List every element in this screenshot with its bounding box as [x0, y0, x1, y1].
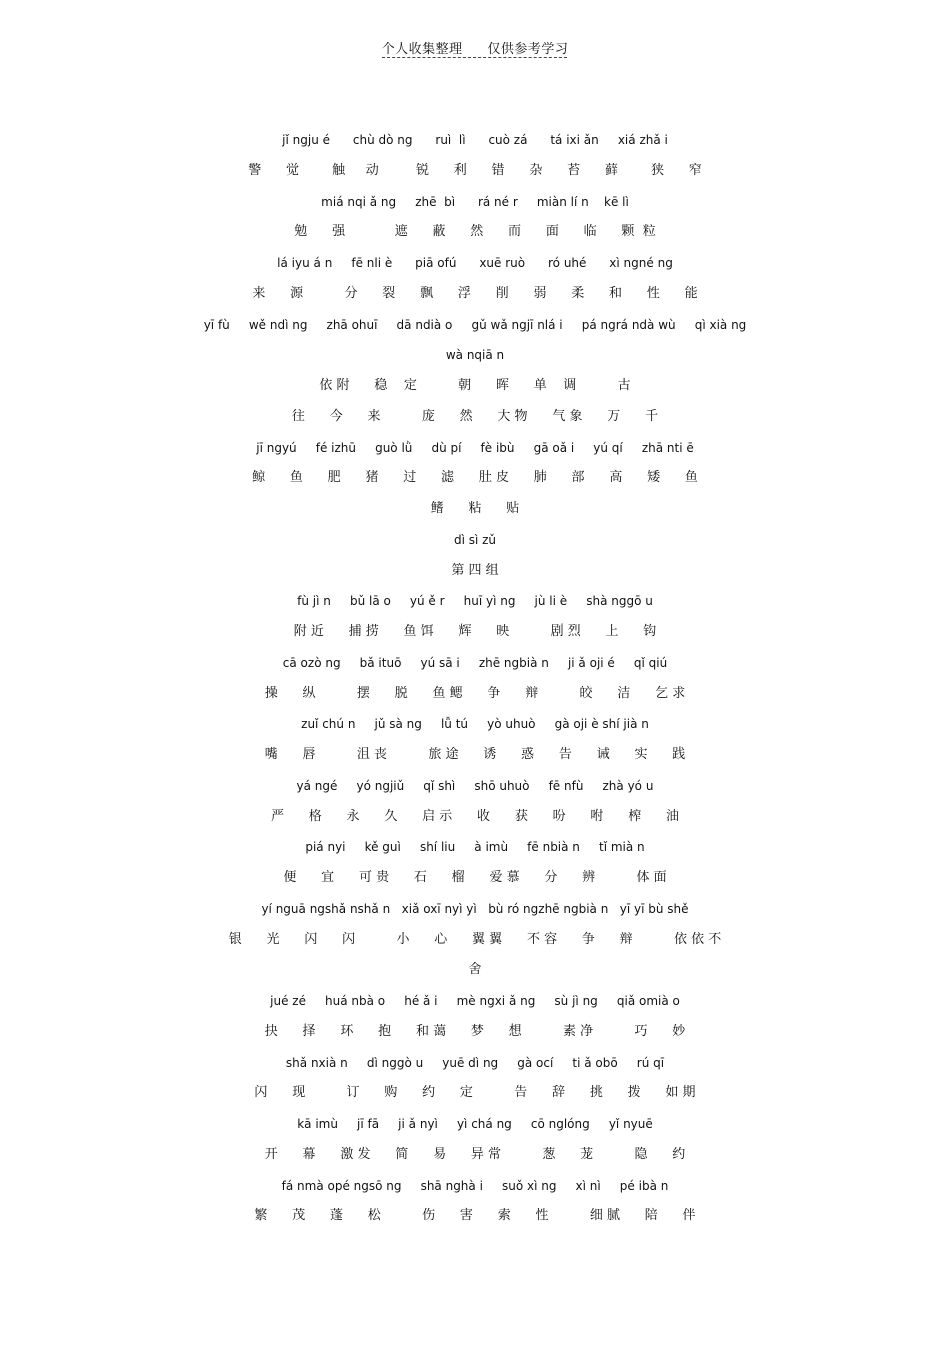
hanzi-line: 繁 茂 蓬 松 伤 害 索 性 细 腻 陪 伴	[254, 1208, 696, 1224]
pinyin-line: jī ngyú fé izhū guò lǜ dù pí fè ibù gā oǎ i yú qí zhā nti ē	[256, 440, 694, 455]
header-right-text: 仅供参考学习	[487, 42, 569, 57]
pinyin-line: zuǐ chú n jǔ sà ng lǚ tú yò uhuò gà oji è shí jià n	[301, 717, 649, 732]
pinyin-line: fù jì n bǔ lā o yú ě r huī yì ng jù li è shà nggō u	[297, 594, 653, 609]
hanzi-line: 附 近 捕 捞 鱼 饵 辉 映 剧 烈 上 钩	[293, 624, 657, 639]
vocabulary-list	[0, 125, 950, 1232]
hanzi-line: 往 今 来 庞 然 大 物 气 象 万 千	[291, 408, 659, 424]
pinyin-line: jǐ ngju é chù dò ng ruì lì cuò zá tá ixi ǎn xiá zhǎ i	[282, 133, 668, 147]
hanzi-line: 勉 强 遮 蔽 然 而 面 临 颗 粒	[294, 224, 656, 240]
group-heading-pinyin: dì sì zǔ	[453, 532, 497, 547]
hanzi-line: 闪 现 订 购 约 定 告 辞 挑 拨 如 期	[254, 1085, 696, 1101]
hanzi-line: 警 觉 触 动 锐 利 错 杂 苔 藓 狭 窄	[248, 162, 702, 178]
pinyin-line: fá nmà opé ngsō ng shā nghà i suǒ xì ng xì nì pé ibà n	[281, 1178, 669, 1193]
pinyin-line: wà nqiā n	[445, 348, 505, 363]
pinyin-line: miá nqi ǎ ng zhē bì rá né r miàn lí n kē lì	[321, 194, 629, 209]
hanzi-line: 严 格 永 久 启 示 收 获 吩 咐 榨 油	[270, 808, 680, 824]
pinyin-line: shǎ nxià n dì nggò u yuē dì ng gà ocí ti ǎ obō rú qī	[285, 1055, 665, 1070]
group-heading: 第 四 组	[451, 562, 499, 578]
hanzi-line: 便 宜 可 贵 石 榴 爱 慕 分 辨 体 面	[283, 870, 667, 885]
hanzi-line: 开 幕 激 发 简 易 异 常 葱 茏 隐 约	[264, 1146, 686, 1162]
hanzi-line: 银 光 闪 闪 小 心 翼 翼 不 容 争 辩 依 依 不	[228, 931, 722, 947]
header-left-text: 个人收集整理	[381, 42, 463, 57]
pinyin-line: lá iyu á n fē nli è piā ofú xuē ruò ró uhé xì ngné ng	[277, 256, 673, 270]
pinyin-line: yí nguā ngshǎ nshǎ n xiǎ oxī nyì yì bù ró ngzhē ngbià n yī yī bù shě	[261, 901, 689, 916]
pinyin-line: kā imù jī fā ji ǎ nyì yì chá ng cō nglóng yǐ nyuē	[297, 1117, 653, 1131]
hanzi-line: 来 源 分 裂 飘 浮 削 弱 柔 和 性 能	[252, 285, 698, 301]
page-header	[0, 38, 950, 57]
pinyin-line: yī fù wě ndì ng zhā ohuī dā ndià o gǔ wǎ ngjī nlá i pá ngrá ndà wù qì xià ng	[203, 317, 747, 332]
hanzi-line: 操 纵 摆 脱 鱼 鳃 争 辩 皎 洁 乞 求	[264, 685, 686, 701]
header-underline	[382, 57, 567, 58]
pinyin-line: cā ozò ng bǎ ituō yú sā i zhē ngbià n ji ǎ oji é qǐ qiú	[282, 655, 668, 670]
pinyin-line: jué zé huá nbà o hé ǎ i mè ngxi ǎ ng sù jì ng qiǎ omià o	[270, 994, 680, 1008]
hanzi-line: 鲸 鱼 肥 猪 过 滤 肚 皮 肺 部 高 矮 鱼	[252, 470, 698, 486]
hanzi-line: 嘴 唇 沮 丧 旅 途 诱 惑 告 诫 实 践	[264, 747, 686, 762]
hanzi-line: 依 附 稳 定 朝 晖 单 调 古	[319, 378, 631, 393]
hanzi-line: 鳍 粘 贴	[430, 501, 520, 516]
pinyin-line: piá nyi kě guì shí liu à imù fē nbià n tǐ mià n	[305, 840, 645, 855]
hanzi-line: 抉 择 环 抱 和 蔼 梦 想 素 净 巧 妙	[264, 1023, 686, 1039]
hanzi-line: 舍	[468, 962, 482, 978]
pinyin-line: yá ngé yó ngjiǔ qǐ shì shō uhuò fē nfù zhà yó u	[296, 778, 654, 793]
